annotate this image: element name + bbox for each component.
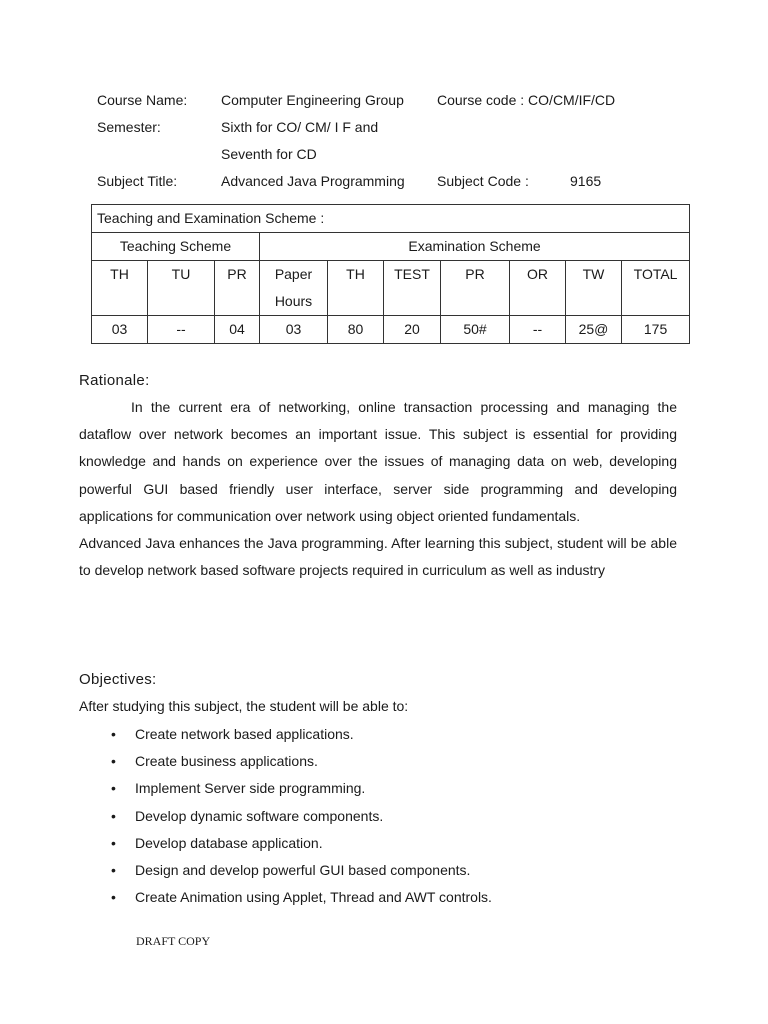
table-cell: 03 [92,316,148,344]
bullet-icon: • [111,726,116,742]
subject-title-value: Advanced Java Programming [221,173,405,189]
scheme-table [91,204,690,344]
semester-line-1: Sixth for CO/ CM/ I F and [221,119,379,135]
table-cell: 80 [328,316,384,344]
col-header: PR [215,261,260,316]
semester-line-2: Seventh for CD [221,146,317,162]
col-header: TU [148,261,215,316]
draft-copy-footer: DRAFT COPY [136,934,211,948]
table-cell: 03 [260,316,328,344]
rationale-title: Rationale: [79,372,150,389]
col-header: TEST [384,261,441,316]
examination-scheme-header: Examination Scheme [260,233,690,261]
table-cell: 175 [622,316,690,344]
bullet-icon: • [111,807,116,824]
list-item: • Create network based applications. [79,721,492,748]
col-header: TOTAL [622,261,690,316]
bullet-icon: • [111,861,116,878]
col-header-paper-hours: Paper Hours [260,261,328,316]
list-item: • Create Animation using Applet, Thread and AWT controls. [79,884,492,911]
rationale-paragraph-2: Advanced Java enhances the Java programming. After learning this subject, student will be able to develop network based software projects required in curriculum as well as industry [79,535,677,579]
table-cell: 25@ [566,316,622,344]
list-item: • Design and develop powerful GUI based components. [79,857,492,884]
bullet-icon: • [111,753,116,770]
table-cell: -- [510,316,566,344]
scheme-title: Teaching and Examination Scheme : [92,205,690,233]
table-cell: 50# [441,316,510,344]
col-header: TH [92,261,148,316]
list-item: • Develop dynamic software components. [79,803,492,830]
teaching-scheme-header: Teaching Scheme [92,233,260,261]
rationale-body [79,394,677,584]
table-cell: 20 [384,316,441,344]
col-header: TW [566,261,622,316]
list-item: • Implement Server side programming. [79,775,492,802]
rationale-paragraph-1: In the current era of networking, online transaction processing and managing the dataflow over network becomes an important issue. This subject is essential for providing knowledge and hands on experience over the issues of managing data on web, developing powerful GUI based friendly user interface, server side programming and developing applications for communication over network using object oriented fundamentals. [79,399,677,524]
course-name-value: Computer Engineering Group [221,92,404,108]
col-header: TH [328,261,384,316]
subject-code-label: Subject Code : [437,173,529,189]
subject-code-value: 9165 [570,173,602,189]
table-cell: -- [148,316,215,344]
objectives-title: Objectives: [79,671,157,688]
bullet-icon: • [111,780,116,797]
semester-label: Semester: [97,119,161,135]
course-name-label: Course Name: [97,92,188,108]
table-cell: 04 [215,316,260,344]
list-item: • Develop database application. [79,830,492,857]
objectives-list [79,721,492,911]
objectives-intro: After studying this subject, the student will be able to: [79,698,409,714]
col-header: PR [441,261,510,316]
col-header: OR [510,261,566,316]
bullet-icon: • [111,889,116,906]
course-code: Course code : CO/CM/IF/CD [437,92,616,108]
subject-title-label: Subject Title: [97,173,178,189]
bullet-icon: • [111,834,116,851]
list-item: • Create business applications. [79,748,492,775]
